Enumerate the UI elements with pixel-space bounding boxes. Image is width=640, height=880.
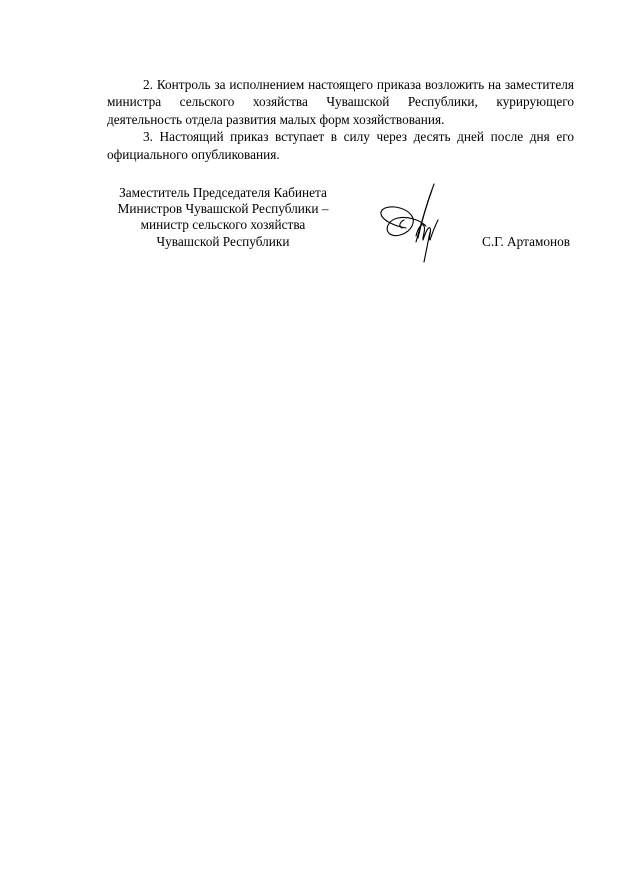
position-line: Чувашской Республики bbox=[156, 233, 290, 249]
paragraph-2: 2. Контроль за исполнением настоящего приказа возложить на заместителя министра сельского хозяйства Чувашской Республики, курирующего деятельность отдела развития малых форм хозяйствования. bbox=[107, 77, 574, 127]
document-body bbox=[107, 76, 574, 163]
handwritten-signature bbox=[376, 180, 446, 264]
signatory-position bbox=[98, 185, 348, 250]
position-line: министр сельского хозяйства bbox=[140, 217, 306, 233]
position-line: Заместитель Председателя Кабинета bbox=[119, 185, 327, 200]
paragraph-3: 3. Настоящий приказ вступает в силу через десять дней после дня его официального опубликования. bbox=[107, 129, 574, 162]
signer-name: С.Г. Артамонов bbox=[482, 234, 571, 249]
position-line: Министров Чувашской Республики – bbox=[117, 201, 329, 217]
